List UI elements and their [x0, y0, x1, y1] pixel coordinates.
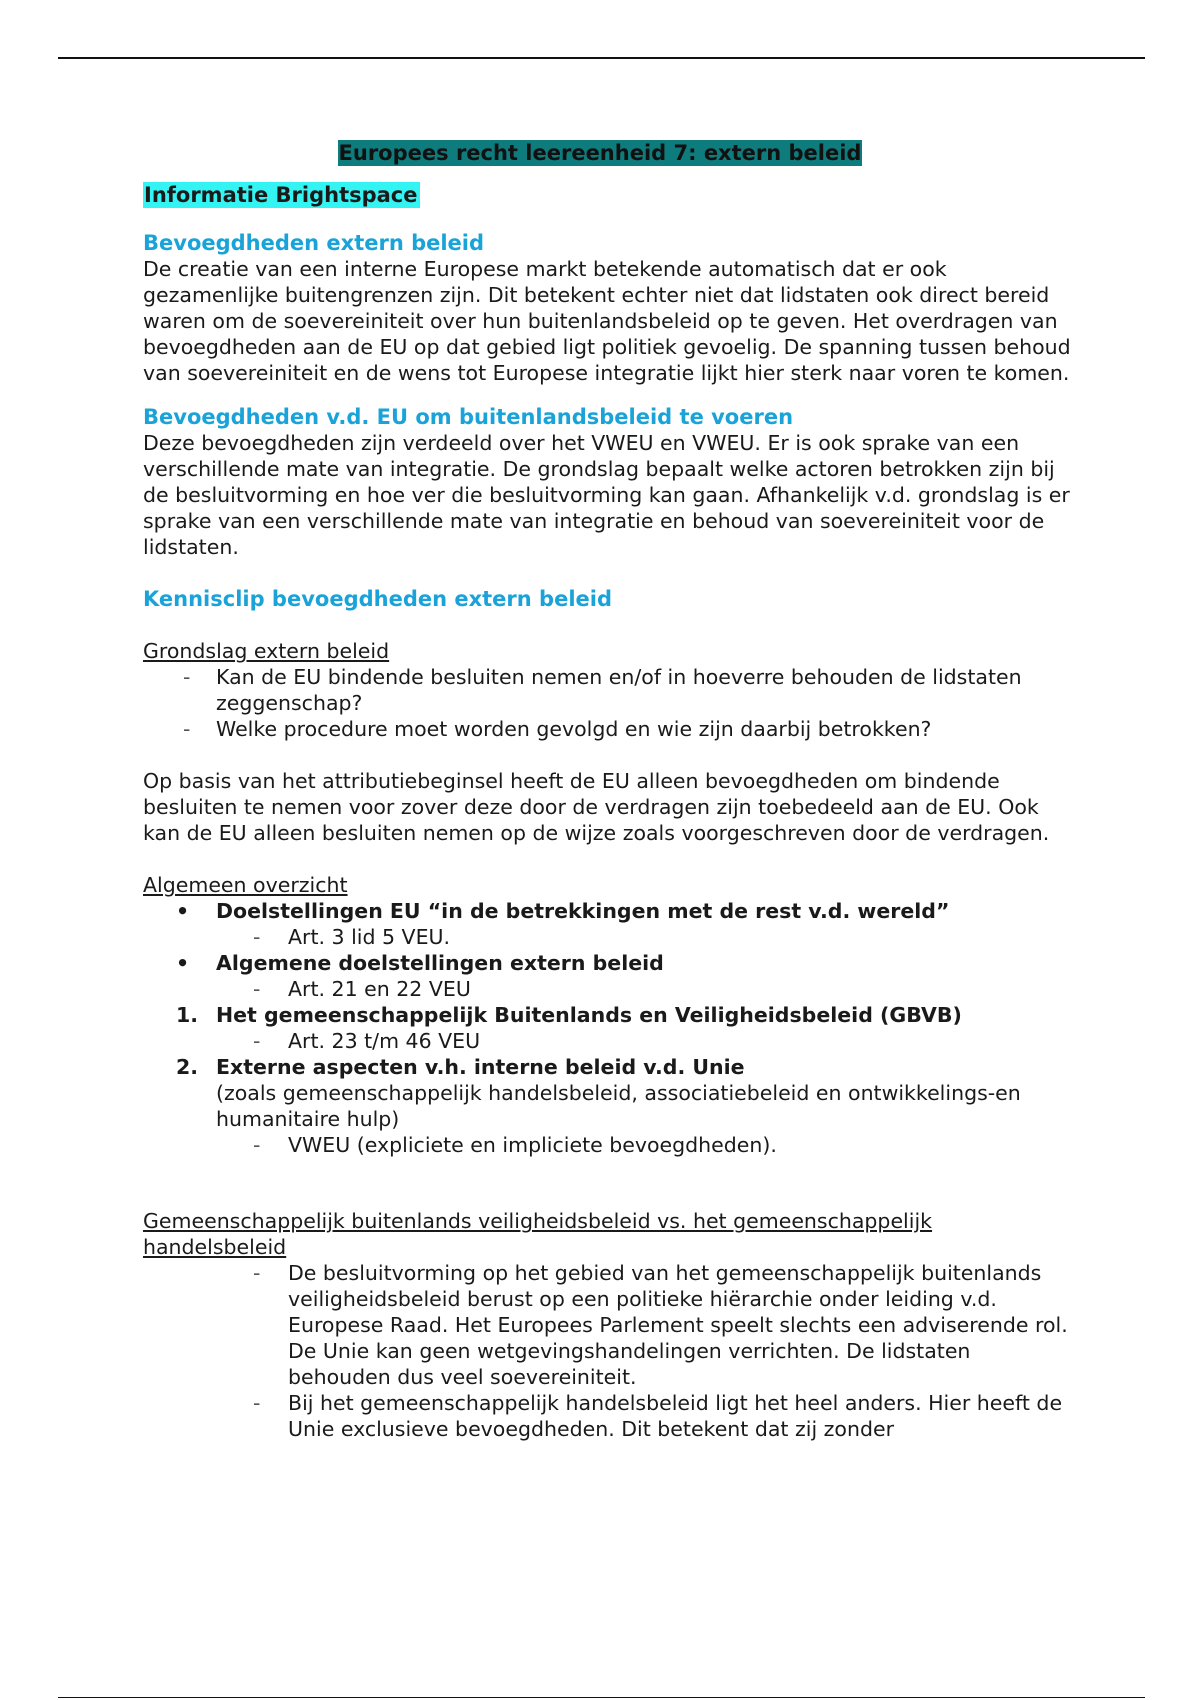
document-page — [143, 140, 1073, 1442]
list-item: - Art. 21 en 22 VEU — [143, 976, 1073, 1002]
overview-item-doelstellingen — [143, 898, 1073, 924]
grondslag-list — [143, 664, 1073, 742]
overview-sublist — [143, 1028, 1073, 1054]
list-item: - Kan de EU bindende besluiten nemen en/of in hoeverre behouden de lidstaten zeggenschap? — [143, 664, 1073, 716]
overview-sublist — [143, 924, 1073, 950]
bullet-marker: • — [176, 899, 190, 923]
title-block — [0, 140, 1200, 166]
overview-label: Externe aspecten v.h. interne beleid v.d. Unie — [216, 1055, 745, 1079]
overview-note: (zoals gemeenschappelijk handelsbeleid, associatiebeleid en ontwikkelings-en humanitaire hulp) — [216, 1081, 1021, 1131]
overview-item-externe — [143, 1054, 1073, 1080]
list-item: - VWEU (expliciete en impliciete bevoegdheden). — [143, 1132, 1073, 1158]
list-item: - Welke procedure moet worden gevolgd en wie zijn daarbij betrokken? — [143, 716, 1073, 742]
overview-item-gbvb — [143, 1002, 1073, 1028]
number-marker: 2. — [176, 1055, 199, 1079]
section-heading-kennisclip: Kennisclip bevoegdheden extern beleid — [143, 587, 612, 611]
overview-item-algemene — [143, 950, 1073, 976]
overview-label: Het gemeenschappelijk Buitenlands en Veiligheidsbeleid (GBVB) — [216, 1003, 962, 1027]
bullet-marker: • — [176, 951, 190, 975]
footer-rule — [58, 1697, 1145, 1698]
section-text-buitenlandsbeleid: Deze bevoegdheden zijn verdeeld over het VWEU en VWEU. Er is ook sprake van een verschillende mate van integratie. De grondslag bepaalt welke actoren betrokken zijn bij de besluitvorming en hoe ver die besluitvorming kan gaan. Afhankelijk v.d. grondslag is er sprake van een verschillende mate van integratie en behoud van soevereiniteit voor de lidstaten. — [143, 431, 1070, 559]
overview-sublist — [143, 1132, 1073, 1158]
list-item: - Art. 23 t/m 46 VEU — [143, 1028, 1073, 1054]
section-heading-bevoegdheden: Bevoegdheden extern beleid — [143, 231, 485, 255]
gbvb-list — [143, 1260, 1073, 1442]
section-text-bevoegdheden: De creatie van een interne Europese markt betekende automatisch dat er ook gezamenlijke buitengrenzen zijn. Dit betekent echter niet dat lidstaten ook direct bereid waren om de soevereiniteit over hun buitenlandsbeleid op te geven. Het overdragen van bevoegdheden aan de EU op dat gebied ligt politiek gevoelig. De spanning tussen behoud van soevereiniteit en de wens tot Europese integratie lijkt hier sterk naar voren te komen. — [143, 257, 1071, 385]
header-rule — [58, 57, 1145, 59]
overview-sublist — [143, 976, 1073, 1002]
attributie-paragraph: Op basis van het attributiebeginsel heeft de EU alleen bevoegdheden om bindende besluiten te nemen voor zover deze door de verdragen zijn toebedeeld aan de EU. Ook kan de EU alleen besluiten nemen op de wijze zoals voorgeschreven door de verdragen. — [143, 769, 1050, 845]
subheading-grondslag: Grondslag extern beleid — [143, 639, 390, 663]
section-heading-buitenlandsbeleid: Bevoegdheden v.d. EU om buitenlandsbeleid te voeren — [143, 405, 794, 429]
overview-label: Doelstellingen EU “in de betrekkingen met de rest v.d. wereld” — [216, 899, 950, 923]
subheading-overzicht: Algemeen overzicht — [143, 873, 348, 897]
number-marker: 1. — [176, 1003, 199, 1027]
info-heading: Informatie Brightspace — [144, 183, 418, 207]
list-item: - Art. 3 lid 5 VEU. — [143, 924, 1073, 950]
document-title: Europees recht leereenheid 7: extern beleid — [338, 141, 862, 165]
overview-label: Algemene doelstellingen extern beleid — [216, 951, 664, 975]
list-item: - Bij het gemeenschappelijk handelsbeleid ligt het heel anders. Hier heeft de Unie exclusieve bevoegdheden. Dit betekent dat zij zonder — [143, 1390, 1073, 1442]
subheading-gbvb-vs-handel: Gemeenschappelijk buitenlands veiligheidsbeleid vs. het gemeenschappelijk handelsbeleid — [143, 1209, 933, 1259]
list-item: - De besluitvorming op het gebied van het gemeenschappelijk buitenlands veiligheidsbeleid berust op een politieke hiërarchie onder leiding v.d. Europese Raad. Het Europees Parlement speelt slechts een adviserende rol. De Unie kan geen wetgevingshandelingen verrichten. De lidstaten behouden dus veel soevereiniteit. — [143, 1260, 1073, 1390]
